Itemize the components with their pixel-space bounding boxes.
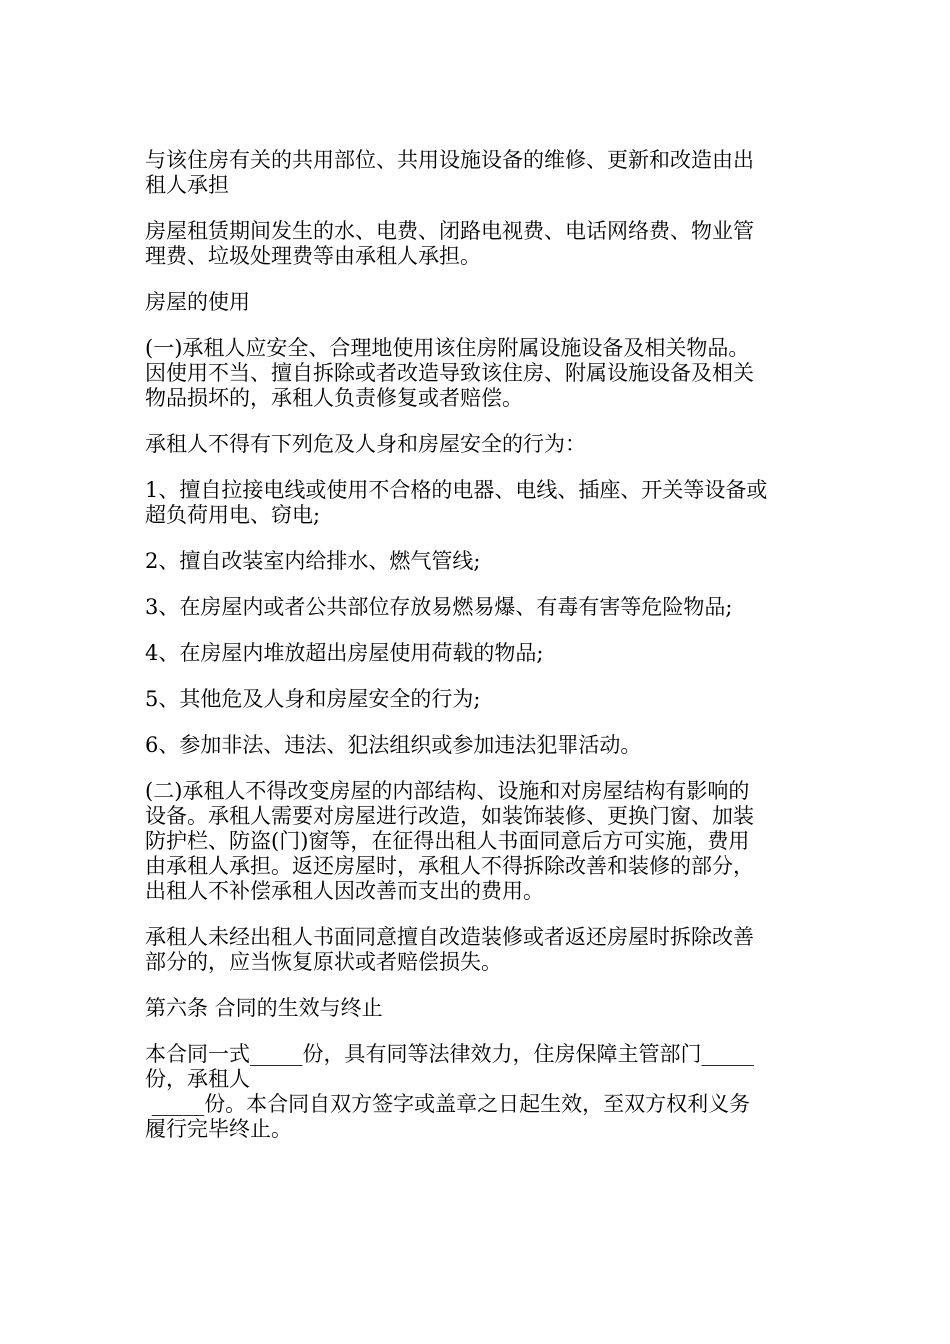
paragraph-restore-or-compensate: 承租人未经出租人书面同意擅自改造装修或者返还房屋时拆除改善 部分的，应当恢复原状或者赔偿损失。 (145, 925, 754, 974)
list-item-4: 4、在房屋内堆放超出房屋使用荷载的物品; (145, 641, 544, 665)
paragraph-utility-fees: 房屋租赁期间发生的水、电费、闭路电视费、电话网络费、物业管 理费、垃圾处理费等由承租人承担。 (145, 219, 754, 268)
paragraph-shared-facilities: 与该住房有关的共用部位、共用设施设备的维修、更新和改造由出 租人承担 (145, 148, 754, 197)
list-item-6: 6、参加非法、违法、犯法组织或参加违法犯罪活动。 (145, 733, 642, 757)
article-six-heading: 第六条 合同的生效与终止 (145, 996, 383, 1020)
list-item-3: 3、在房屋内或者公共部位存放易燃易爆、有毒有害等危险物品; (145, 595, 733, 619)
list-item-2: 2、擅自改装室内给排水、燃气管线; (145, 549, 481, 573)
list-item-5: 5、其他危及人身和房屋安全的行为; (145, 687, 481, 711)
paragraph-prohibited-intro: 承租人不得有下列危及人身和房屋安全的行为： (145, 432, 586, 456)
paragraph-clause-two: (二)承租人不得改变房屋的内部结构、设施和对房屋结构有影响的 设备。承租人需要对房屋进行改造，如装饰装修、更换门窗、加装 防护栏、防盗(门)窗等，在征得出租人书面同意后方可实施，费用 由承租人承担。返还房屋时，承租人不得拆除改善和装修的部分， 出租人不补偿承租人因改善而支出的费用。 (145, 779, 754, 903)
paragraph-contract-copies: 本合同一式_____份，具有同等法律效力，住房保障主管部门_____ 份，承租人 _____份。本合同自双方签字或盖章之日起生效，至双方权利义务 履行完毕终止。 (145, 1042, 754, 1141)
paragraph-clause-one: (一)承租人应安全、合理地使用该住房附属设施设备及相关物品。 因使用不当、擅自拆除或者改造导致该住房、附属设施设备及相关 物品损坏的，承租人负责修复或者赔偿。 (145, 336, 754, 410)
list-item-1: 1、擅自拉接电线或使用不合格的电器、电线、插座、开关等设备或 超负荷用电、窃电; (145, 478, 768, 527)
section-heading-house-use: 房屋的使用 (145, 290, 250, 314)
document-body (145, 148, 813, 1163)
